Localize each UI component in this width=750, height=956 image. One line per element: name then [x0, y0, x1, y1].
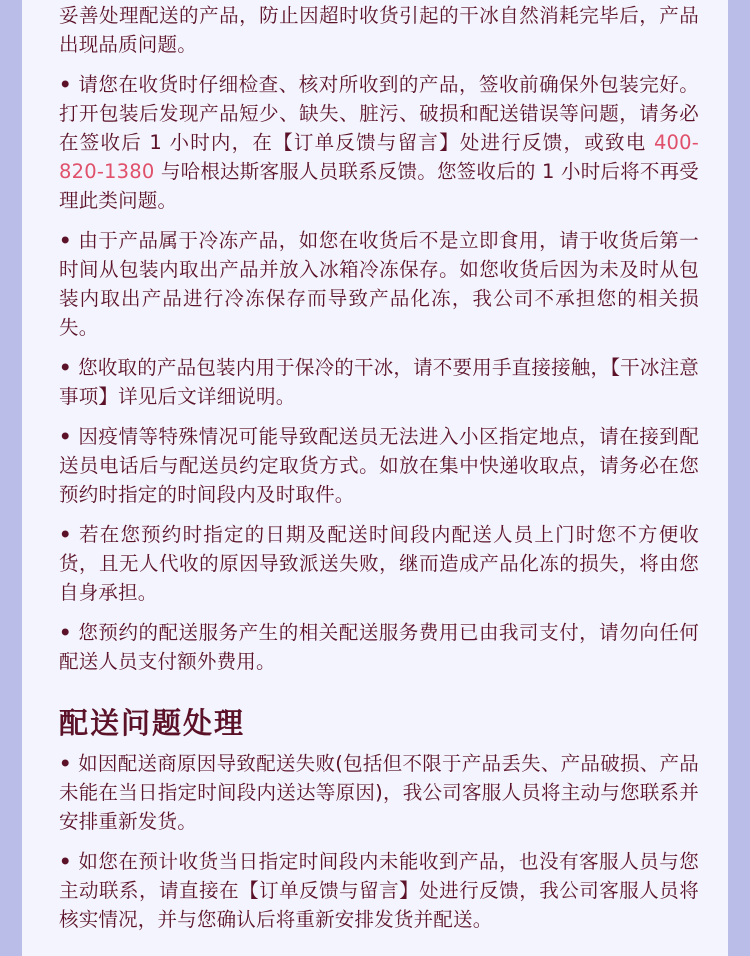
- paragraph-text: 您预约的配送服务产生的相关配送服务费用已由我司支付，请勿向任何配送人员支付额外费用。: [59, 621, 699, 673]
- notice-paragraph-delivery-fee: [59, 618, 699, 676]
- delivery-notice-content: [59, 0, 699, 945]
- bullet: •: [59, 621, 72, 644]
- issue-paragraph-carrier-failure: [59, 749, 699, 836]
- paragraph-text: 若在您预约时指定的日期及配送时间段内配送人员上门时您不方便收货，且无人代收的原因导致派送失败，继而造成产品化冻的损失，将由您自身承担。: [59, 523, 699, 604]
- notice-paragraph-pickup-arrangement: [59, 422, 699, 509]
- issue-paragraph-not-received: [59, 847, 699, 934]
- section-title-delivery-issues: 配送问题处理: [59, 706, 246, 740]
- paragraph-text: 请您在收货时仔细检查、核对所收到的产品，签收前确保外包装完好。打开包装后发现产品短少、缺失、脏污、破损和配送错误等问题，请务必在签收后 1 小时内，在【订单反馈与留言】处进行反馈，或致电: [59, 73, 699, 154]
- bullet: •: [59, 356, 72, 379]
- notice-paragraph-dry-ice-timeout: [59, 1, 699, 59]
- paragraph-text: 您收取的产品包装内用于保冷的干冰，请不要用手直接接触，【干冰注意事项】详见后文详细说明。: [59, 356, 700, 408]
- notice-paragraph-frozen-storage: [59, 226, 699, 342]
- customer-service-phone-link[interactable]: 400-820-1380: [59, 131, 699, 183]
- bullet: •: [59, 229, 72, 252]
- bullet: •: [59, 850, 72, 873]
- bullet: •: [59, 523, 72, 546]
- bullet: •: [59, 425, 72, 448]
- paragraph-text: 如因配送商原因导致配送失败(包括但不限于产品丢失、产品破损、产品未能在当日指定时间段内送达等原因)，我公司客服人员将主动与您联系并安排重新发货。: [59, 752, 699, 833]
- notice-paragraph-inspection: [59, 70, 699, 215]
- bullet: •: [59, 752, 72, 775]
- paragraph-text: 与哈根达斯客服人员联系反馈。您签收后的 1 小时后将不再受理此类问题。: [59, 160, 699, 212]
- paragraph-text: 由于产品属于冷冻产品，如您在收货后不是立即食用，请于收货后第一时间从包装内取出产品并放入冰箱冷冻保存。如您收货后因为未及时从包装内取出产品进行冷冻保存而导致产品化冻，我公司不承担您的相关损失。: [59, 229, 699, 339]
- paragraph-text: 妥善处理配送的产品，防止因超时收货引起的干冰自然消耗完毕后，产品出现品质问题。: [59, 4, 699, 56]
- notice-paragraph-failed-delivery-liability: [59, 520, 699, 607]
- bullet: •: [59, 73, 72, 96]
- paragraph-text: 如您在预计收货当日指定时间段内未能收到产品，也没有客服人员与您主动联系，请直接在【订单反馈与留言】处进行反馈，我公司客服人员将核实情况，并与您确认后将重新安排发货并配送。: [59, 850, 699, 931]
- paragraph-text: 因疫情等特殊情况可能导致配送员无法进入小区指定地点，请在接到配送员电话后与配送员约定取货方式。如放在集中快递收取点，请务必在您预约时指定的时间段内及时取件。: [59, 425, 699, 506]
- notice-paragraph-dry-ice-warning: [59, 353, 699, 411]
